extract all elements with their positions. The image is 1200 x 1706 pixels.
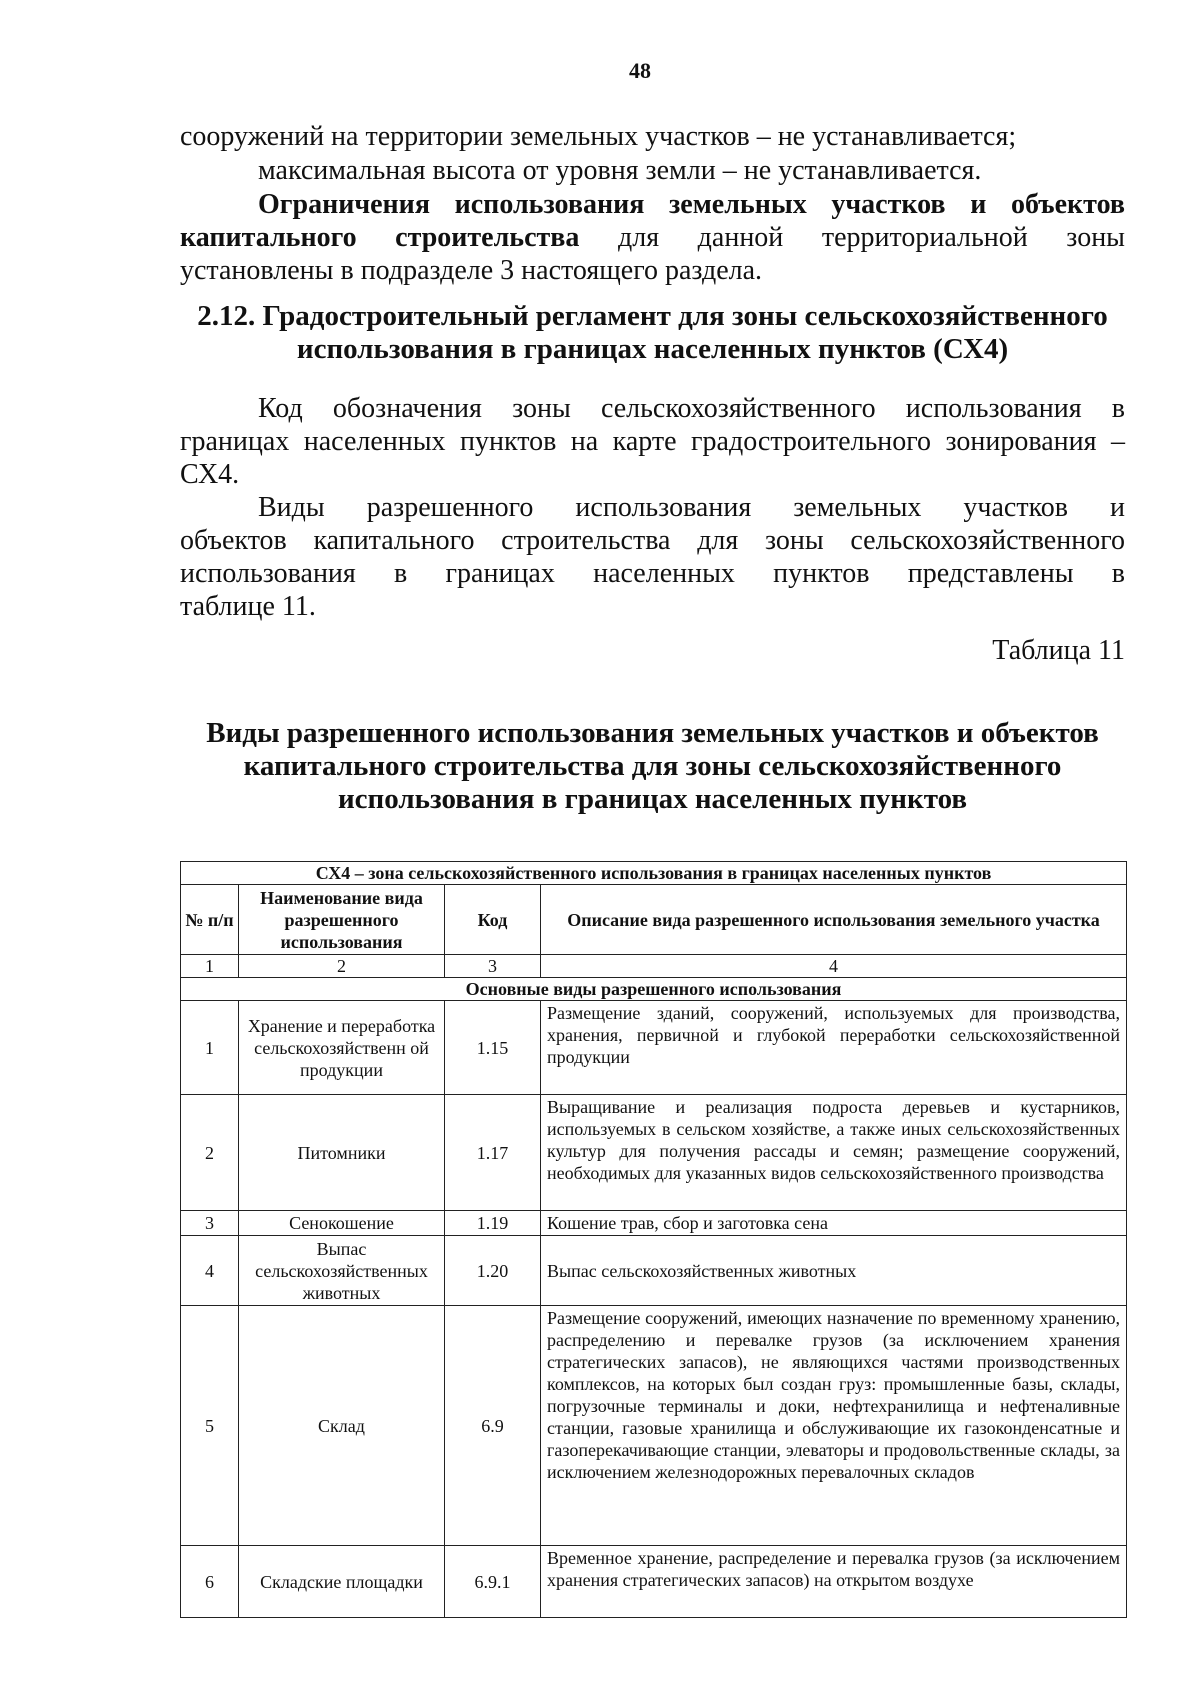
paragraph-line: СХ4. [180, 459, 240, 490]
row-name: Складские площадки [239, 1546, 445, 1618]
row-name: Склад [239, 1306, 445, 1546]
row-num: 2 [181, 1095, 239, 1211]
table-label: Таблица 11 [992, 635, 1125, 666]
row-code: 1.19 [445, 1211, 541, 1236]
paragraph-continuation [180, 120, 1125, 153]
title-line: капитального строительства для зоны сельскохозяйственного [243, 750, 1062, 782]
table-row [181, 1001, 1127, 1095]
row-code: 1.20 [445, 1236, 541, 1306]
table-row [181, 1095, 1127, 1211]
group-header-row [181, 978, 1127, 1001]
paragraph-restrictions [180, 188, 1125, 287]
paragraph-max-height [180, 154, 1125, 187]
column-header-row [181, 885, 1127, 955]
section-heading [180, 300, 1125, 366]
row-num: 4 [181, 1236, 239, 1306]
paragraph-line: использования в границах населенных пунктов представлены в [180, 558, 1125, 589]
row-name: Питомники [239, 1095, 445, 1211]
table-row [181, 1306, 1127, 1546]
col-index: 2 [239, 955, 445, 978]
column-index-row [181, 955, 1127, 978]
heading-line: 2.12. Градостроительный регламент для зоны сельскохозяйственного [197, 300, 1108, 332]
paragraph-line: Ограничения использования земельных участков и объектов [258, 189, 1125, 220]
paragraph-line [180, 221, 1125, 254]
heading-line: использования в границах населенных пунктов (СХ4) [296, 333, 1009, 365]
row-name: Хранение и переработка сельскохозяйственн ой продукции [239, 1001, 445, 1095]
group-header: Основные виды разрешенного использования [181, 978, 1127, 1001]
plain-text: для данной территориальной зоны [579, 222, 1125, 253]
row-code: 1.17 [445, 1095, 541, 1211]
table-row [181, 1236, 1127, 1306]
paragraph-line: объектов капитального строительства для зоны сельскохозяйственного [180, 525, 1125, 556]
row-name: Сенокошение [239, 1211, 445, 1236]
row-code: 1.15 [445, 1001, 541, 1095]
paragraph-zone-code [180, 392, 1125, 491]
row-desc: Выращивание и реализация подроста деревьев и кустарников, используемых в сельском хозяйстве, а также иных сельскохозяйственных культур для получения рассады и семян; размещение сооружений, необходимых для указанных видов сельскохозяйственного производства [541, 1095, 1127, 1211]
paragraph-types [180, 491, 1125, 623]
row-num: 3 [181, 1211, 239, 1236]
paragraph-line: границах населенных пунктов на карте градостроительного зонирования – [180, 426, 1125, 457]
paragraph-line: установлены в подразделе 3 настоящего раздела. [180, 255, 763, 286]
col-header-name: Наименование вида разрешенного использования [239, 885, 445, 955]
paragraph-line: сооружений на территории земельных участков – не устанавливается; [180, 121, 1017, 152]
page-number: 48 [629, 58, 651, 83]
col-header-code: Код [445, 885, 541, 955]
row-num: 1 [181, 1001, 239, 1095]
bold-text: капитального строительства [180, 222, 580, 253]
row-desc: Размещение зданий, сооружений, используемых для производства, хранения, первичной и глубокой переработки сельскохозяйственной продукции [541, 1001, 1127, 1095]
title-line: использования в границах населенных пунктов [337, 783, 968, 815]
col-header-num: № п/п [181, 885, 239, 955]
table-row [181, 1211, 1127, 1236]
paragraph-line: Код обозначения зоны сельскохозяйственного использования в [258, 393, 1125, 424]
row-code: 6.9.1 [445, 1546, 541, 1618]
row-num: 5 [181, 1306, 239, 1546]
row-name: Выпас сельскохозяйственных животных [239, 1236, 445, 1306]
row-num: 6 [181, 1546, 239, 1618]
zone-header: СХ4 – зона сельскохозяйственного использования в границах населенных пунктов [181, 862, 1127, 885]
table-row [181, 1546, 1127, 1618]
table-title [180, 717, 1125, 816]
row-desc: Временное хранение, распределение и перевалка грузов (за исключением хранения стратегических запасов) на открытом воздухе [541, 1546, 1127, 1618]
paragraph-line: таблице 11. [180, 591, 316, 622]
col-index: 3 [445, 955, 541, 978]
zone-header-row [181, 862, 1127, 885]
permitted-use-table [180, 861, 1127, 1618]
col-header-desc: Описание вида разрешенного использования земельного участка [541, 885, 1127, 955]
title-line: Виды разрешенного использования земельных участков и объектов [206, 717, 1099, 749]
paragraph-line: Виды разрешенного использования земельных участков и [258, 492, 1125, 523]
row-desc: Кошение трав, сбор и заготовка сена [541, 1211, 1127, 1236]
row-desc: Размещение сооружений, имеющих назначение по временному хранению, распределению и перевалке грузов (за исключением хранения стратегических запасов), не являющихся частями производственных комплексов, на которых был создан груз: промышленные базы, склады, погрузочные терминалы и доки, нефтехранилища и нефтеналивные станции, газовые хранилища и обслуживающие их газоконденсатные и газоперекачивающие станции, элеваторы и продовольственные склады, за исключением железнодорожных перевалочных складов [541, 1306, 1127, 1546]
row-desc: Выпас сельскохозяйственных животных [541, 1236, 1127, 1306]
col-index: 1 [181, 955, 239, 978]
row-code: 6.9 [445, 1306, 541, 1546]
paragraph-line: максимальная высота от уровня земли – не устанавливается. [258, 155, 982, 186]
col-index: 4 [541, 955, 1127, 978]
